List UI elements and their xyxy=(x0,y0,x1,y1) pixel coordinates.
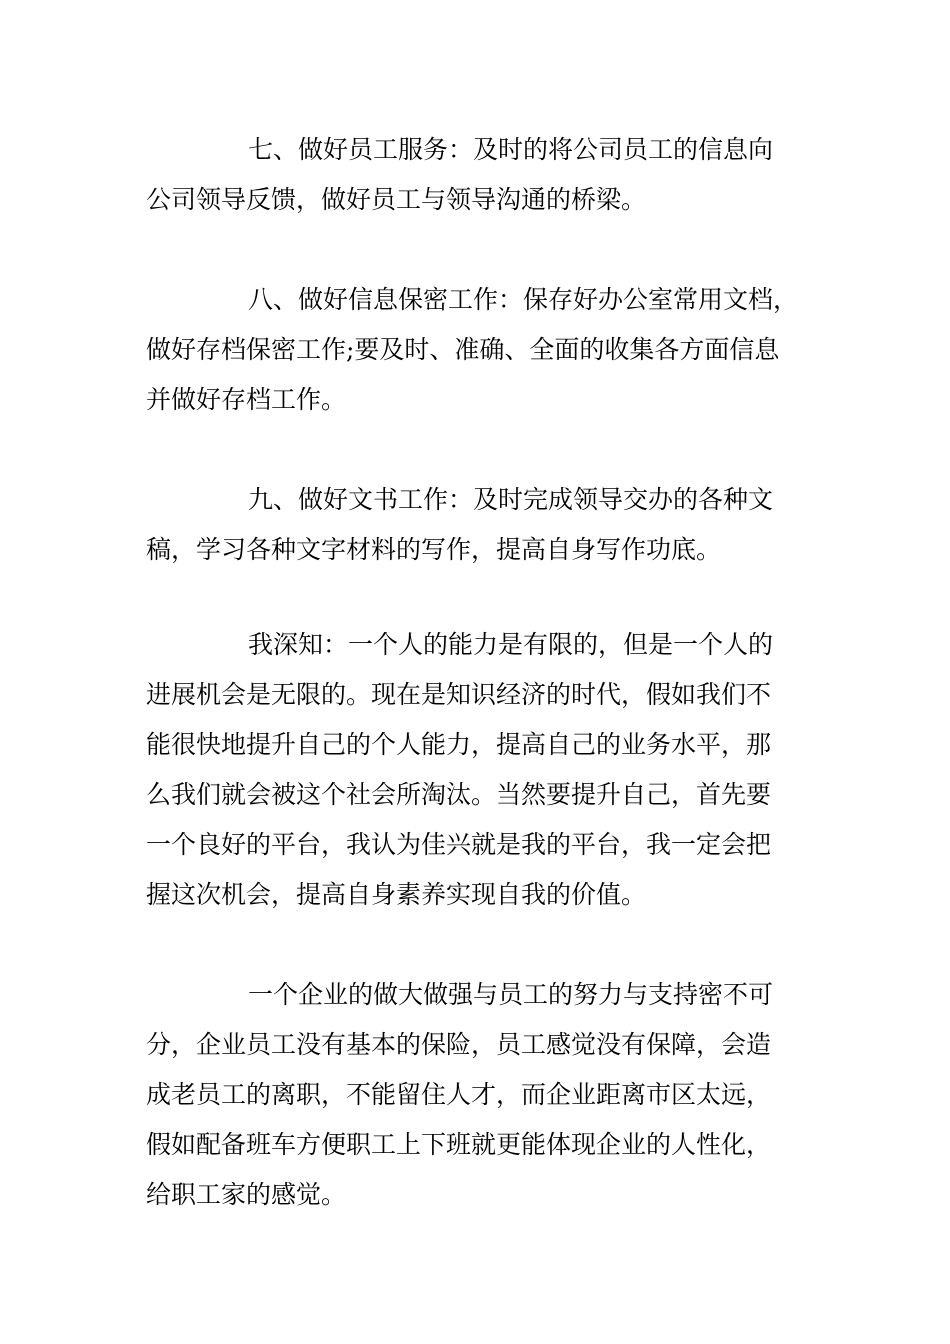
paragraph-confidentiality xyxy=(146,275,826,425)
text-line: 九、做好文书工作：及时完成领导交办的各种文 xyxy=(248,485,774,514)
text-line: 做好存档保密工作;要及时、准确、全面的收集各方面信息 xyxy=(146,335,780,364)
paragraph-staff-service xyxy=(146,125,826,225)
text-line: 么我们就会被这个社会所淘汰。当然要提升自己，首先要 xyxy=(146,780,772,809)
paragraph-clerical-work xyxy=(146,475,826,575)
text-line: 公司领导反馈，做好员工与领导沟通的桥梁。 xyxy=(146,185,647,214)
text-line: 并做好存档工作。 xyxy=(146,385,347,414)
text-line: 我深知：一个人的能力是有限的，但是一个人的 xyxy=(248,630,774,659)
text-line: 分，企业员工没有基本的保险，员工感觉没有保障，会造 xyxy=(146,1030,772,1059)
text-line: 给职工家的感觉。 xyxy=(146,1180,347,1209)
text-line: 进展机会是无限的。现在是知识经济的时代，假如我们不 xyxy=(146,680,772,709)
text-line: 一个良好的平台，我认为佳兴就是我的平台，我一定会把 xyxy=(146,830,772,859)
paragraph-self-improvement xyxy=(146,620,826,920)
text-line: 假如配备班车方便职工上下班就更能体现企业的人性化， xyxy=(146,1130,772,1159)
text-line: 稿，学习各种文字材料的写作，提高自身写作功底。 xyxy=(146,535,722,564)
text-line: 能很快地提升自己的个人能力，提高自己的业务水平，那 xyxy=(146,730,772,759)
text-line: 握这次机会，提高自身素养实现自我的价值。 xyxy=(146,880,647,909)
text-line: 八、做好信息保密工作：保存好办公室常用文档， xyxy=(248,285,799,314)
text-line: 一个企业的做大做强与员工的努力与支持密不可 xyxy=(248,980,774,1009)
paragraph-enterprise-suggestion xyxy=(146,970,826,1220)
text-line: 七、做好员工服务：及时的将公司员工的信息向 xyxy=(248,135,774,164)
text-line: 成老员工的离职，不能留住人才，而企业距离市区太远， xyxy=(146,1080,772,1109)
